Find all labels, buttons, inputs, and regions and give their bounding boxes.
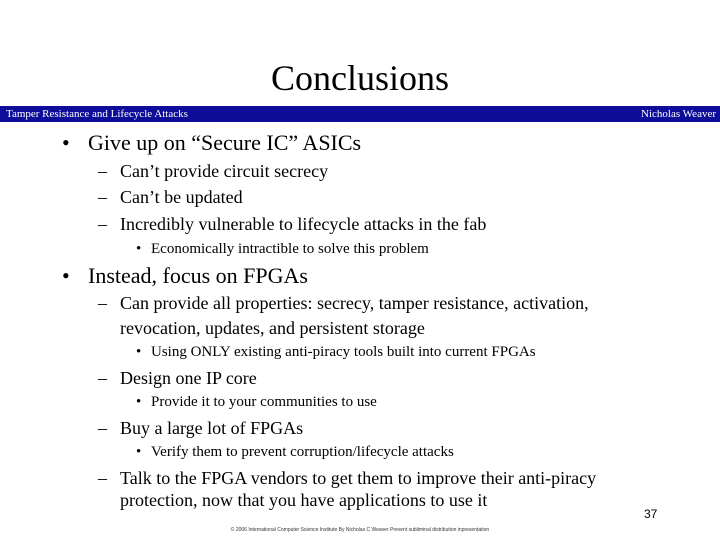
- bullet-dot: •: [62, 130, 70, 155]
- header-right-text: Nicholas Weaver: [641, 108, 716, 120]
- sub-sub-bullet-text: Using ONLY existing anti-piracy tools built into current FPGAs: [151, 344, 536, 360]
- dash-glyph: –: [98, 368, 107, 388]
- bullet-dot: •: [136, 394, 142, 410]
- bullet-text: Instead, focus on FPGAs: [88, 263, 308, 288]
- page-number: 37: [644, 507, 658, 521]
- bullet-dot: •: [136, 241, 142, 257]
- sub-bullet-text-continued: revocation, updates, and persistent storage: [120, 318, 425, 338]
- bullet-dot: •: [136, 444, 142, 460]
- sub-bullet-text: Talk to the FPGA vendors to get them to improve their anti-piracy: [120, 468, 597, 488]
- header-left-text: Tamper Resistance and Lifecycle Attacks: [6, 108, 188, 120]
- footer-text: © 2006 International Computer Science Institute By Nicholas C Weaver Prevent subliminal distribution inpresentation: [230, 527, 490, 533]
- sub-bullet-text: Incredibly vulnerable to lifecycle attacks in the fab: [120, 214, 487, 234]
- sub-bullet-text: Can’t provide circuit secrecy: [120, 161, 329, 181]
- sub-bullet-text: Can provide all properties: secrecy, tamper resistance, activation,: [120, 293, 589, 313]
- slide-title: Conclusions: [270, 58, 449, 98]
- sub-bullet-text-continued: protection, now that you have applications to use it: [120, 490, 488, 510]
- dash-glyph: –: [98, 187, 107, 207]
- dash-glyph: –: [98, 293, 107, 313]
- sub-sub-bullet-text: Provide it to your communities to use: [151, 394, 377, 410]
- sub-sub-bullet-text: Economically intractible to solve this problem: [151, 241, 429, 257]
- sub-bullet-text: Design one IP core: [120, 368, 257, 388]
- dash-glyph: –: [98, 161, 107, 181]
- dash-glyph: –: [98, 214, 107, 234]
- sub-sub-bullet-text: Verify them to prevent corruption/lifecycle attacks: [151, 444, 454, 460]
- sub-bullet-text: Can’t be updated: [120, 187, 243, 207]
- bullet-dot: •: [62, 263, 70, 288]
- dash-glyph: –: [98, 418, 107, 438]
- bullet-text: Give up on “Secure IC” ASICs: [88, 130, 362, 155]
- dash-glyph: –: [98, 468, 107, 488]
- sub-bullet-text: Buy a large lot of FPGAs: [120, 418, 304, 438]
- bullet-dot: •: [136, 344, 142, 360]
